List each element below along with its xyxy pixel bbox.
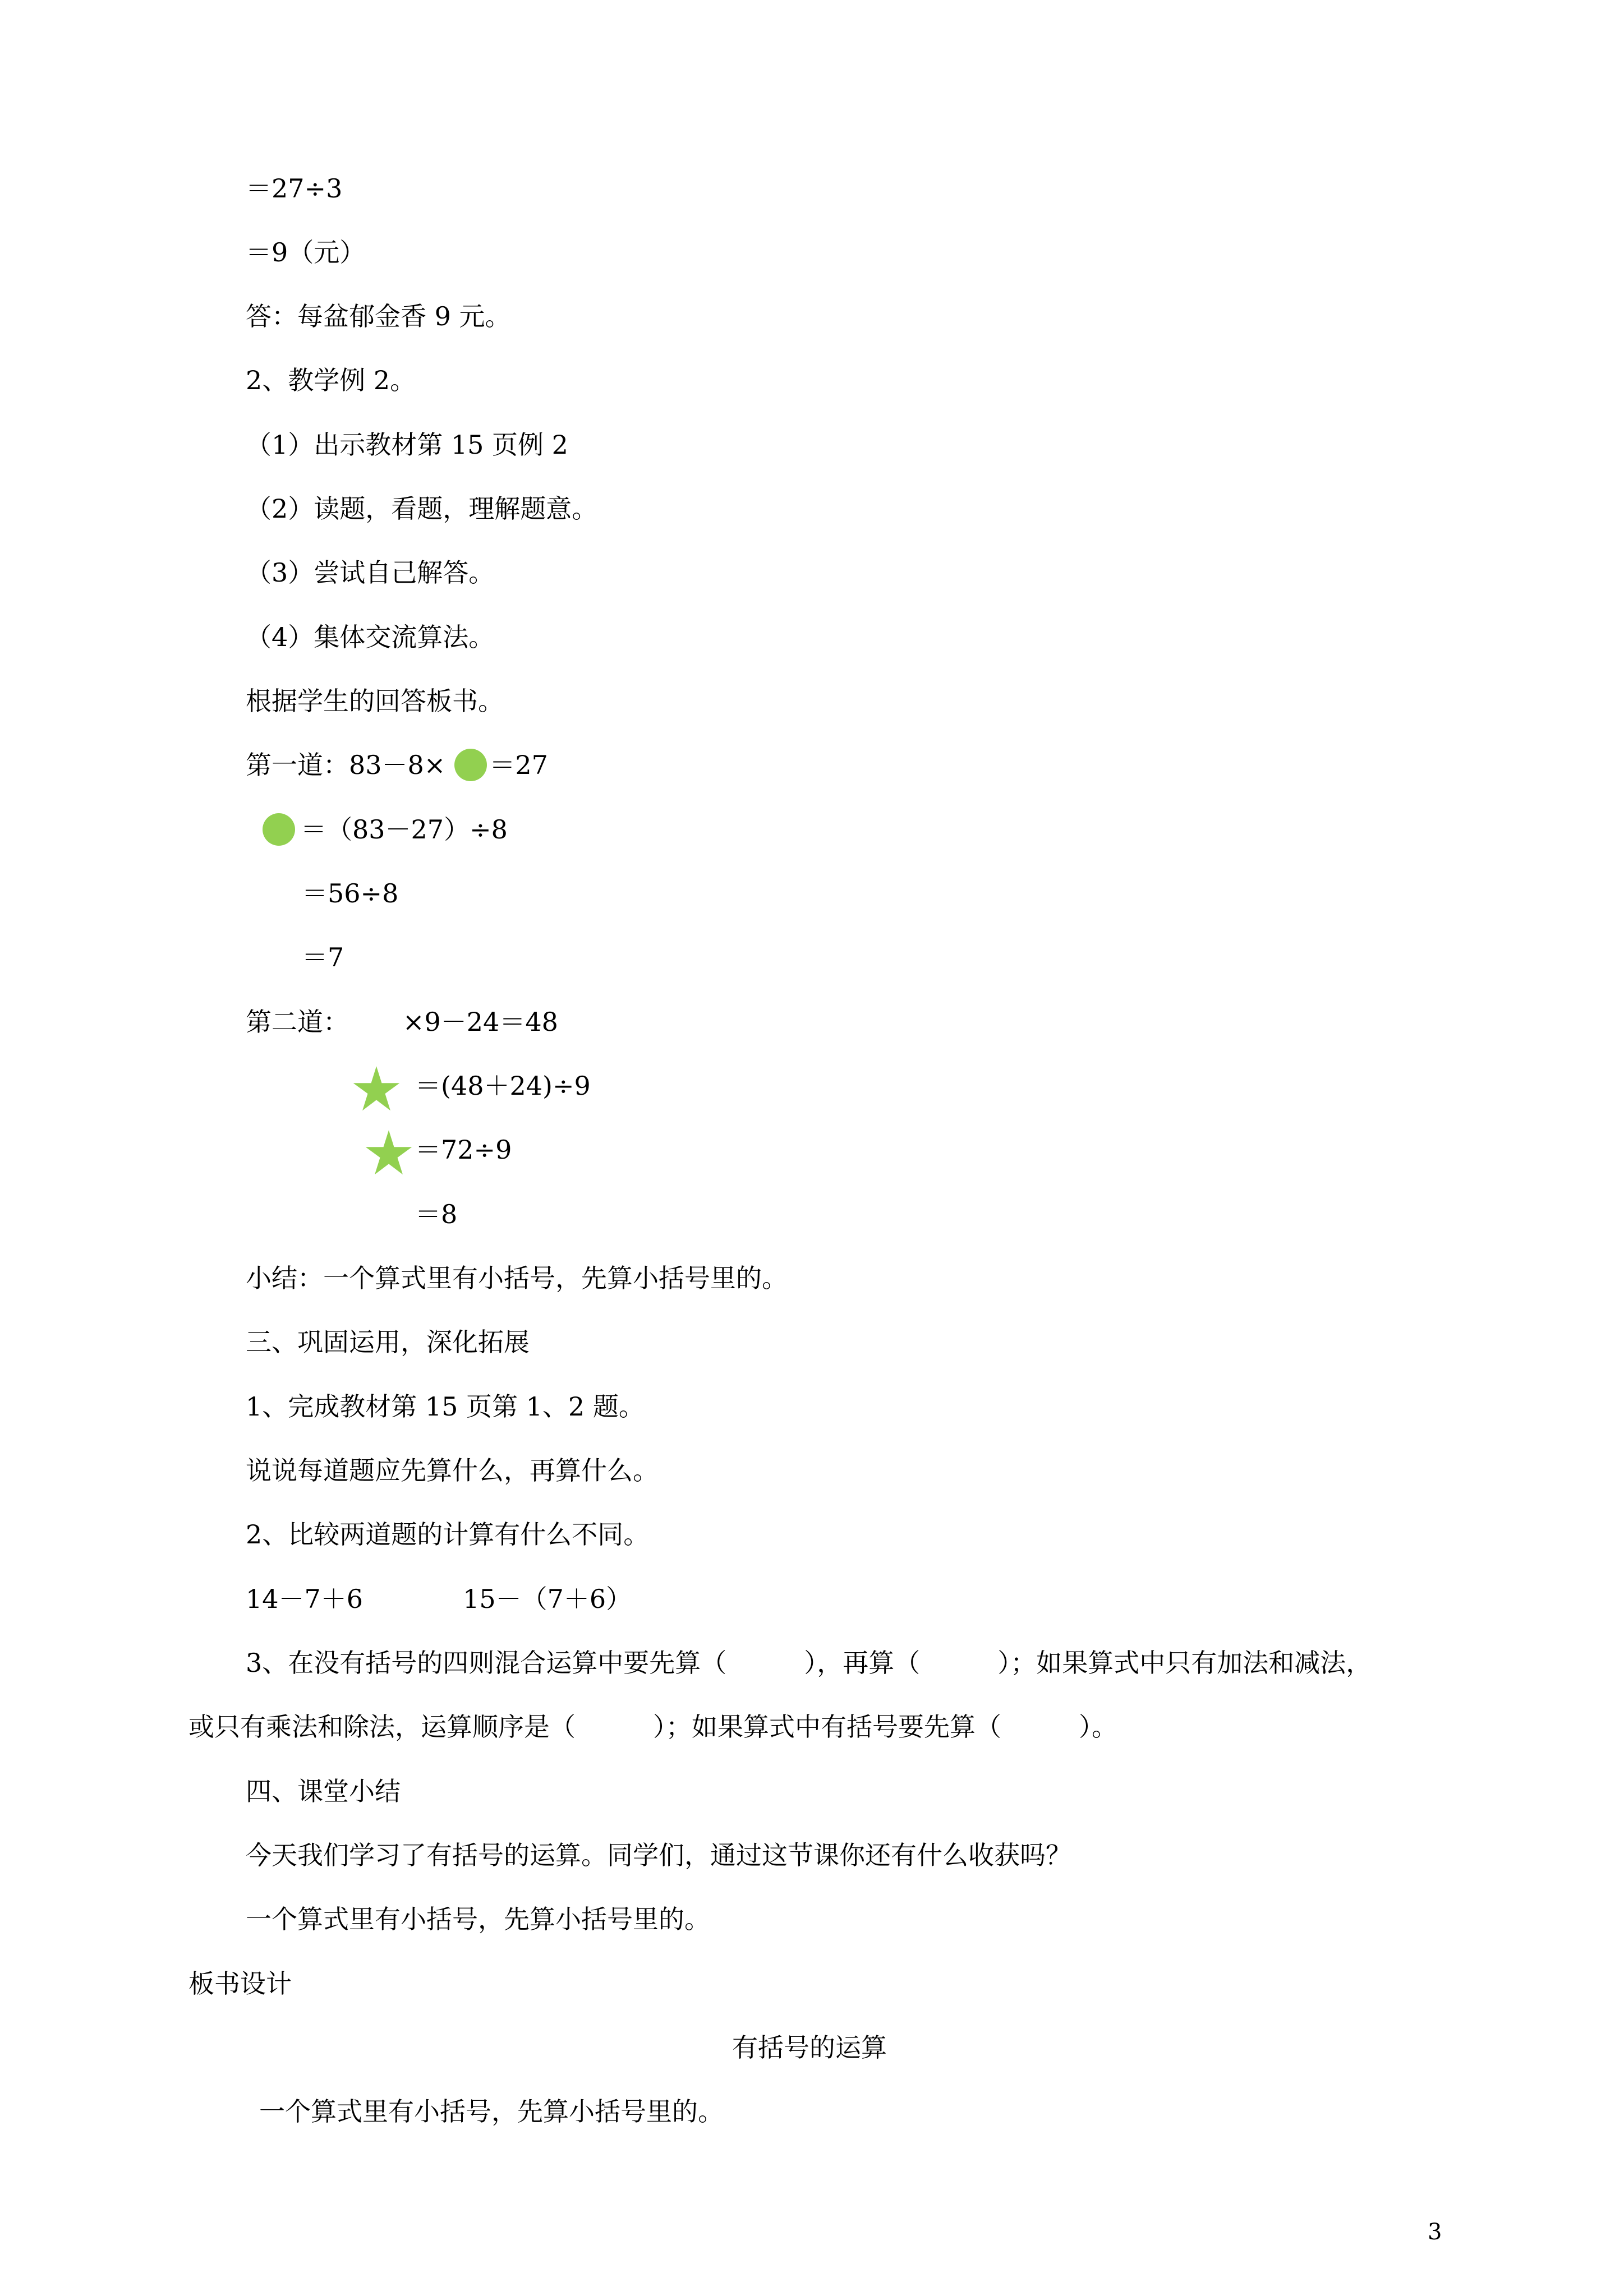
expression-text: 14－7＋6	[246, 1584, 364, 1614]
paragraph: 一个算式里有小括号，先算小括号里的。	[246, 1904, 710, 1934]
equation-text: ＝(48＋24)÷9	[415, 1071, 591, 1101]
paragraph: 今天我们学习了有括号的运算。同学们，通过这节课你还有什么收获吗？	[246, 1840, 1071, 1870]
equation-text: ＝（83－27）÷8	[301, 814, 508, 845]
section-heading: 四、课堂小结	[246, 1776, 401, 1806]
exercise-item: 2、比较两道题的计算有什么不同。	[246, 1519, 650, 1550]
step-item: （2）读题，看题，理解题意。	[246, 494, 598, 524]
board-design-label: 板书设计	[188, 1968, 292, 1999]
answer-line: 答：每盆郁金香 9 元。	[246, 301, 511, 331]
green-star-icon	[352, 999, 401, 1045]
equation-text: ＝27	[489, 750, 548, 780]
equation-line: ＝56÷8	[302, 878, 399, 909]
green-circle-icon	[454, 749, 487, 781]
step-item: （4）集体交流算法。	[246, 622, 495, 652]
equation-line-first	[246, 748, 548, 782]
green-star-icon	[365, 1063, 413, 1109]
equation-line: ＝27÷3	[246, 173, 343, 204]
equation-text: ×9－24＝48	[403, 1007, 558, 1037]
equation-line	[365, 1069, 591, 1103]
equation-text: 第二道：	[246, 1007, 349, 1037]
section-heading: 三、巩固运用，深化拓展	[246, 1327, 530, 1357]
comparison-line	[246, 1582, 632, 1616]
equation-line: ＝9（元）	[246, 237, 366, 268]
equation-text: 第一道：83－8×	[246, 750, 446, 780]
board-title: 有括号的运算	[732, 2032, 887, 2063]
fill-in-question-continued: 或只有乘法和除法，运算顺序是（ ）；如果算式中有括号要先算（ ）。	[188, 1712, 1117, 1742]
section-item: 2、教学例 2。	[246, 365, 416, 395]
paragraph: 说说每道题应先算什么，再算什么。	[246, 1455, 659, 1486]
green-circle-icon	[263, 813, 295, 846]
equation-line-second	[246, 1005, 558, 1039]
board-content: 一个算式里有小括号，先算小括号里的。	[259, 2096, 724, 2127]
fill-in-question: 3、在没有括号的四则混合运算中要先算（ ），再算（ ）；如果算式中只有加法和减法，	[246, 1648, 1372, 1678]
equation-line: ＝72÷9	[415, 1135, 512, 1165]
equation-line: ＝7	[302, 942, 344, 972]
equation-line: ＝8	[415, 1199, 458, 1229]
expression-text: 15－（7＋6）	[463, 1584, 632, 1614]
page-number: 3	[1428, 2219, 1442, 2245]
paragraph: 根据学生的回答板书。	[246, 686, 504, 716]
summary-line: 小结：一个算式里有小括号，先算小括号里的。	[246, 1263, 788, 1293]
step-item: （3）尝试自己解答。	[246, 557, 495, 588]
exercise-item: 1、完成教材第 15 页第 1、2 题。	[246, 1391, 645, 1422]
step-item: （1）出示教材第 15 页例 2	[246, 430, 568, 460]
equation-line	[263, 813, 508, 846]
